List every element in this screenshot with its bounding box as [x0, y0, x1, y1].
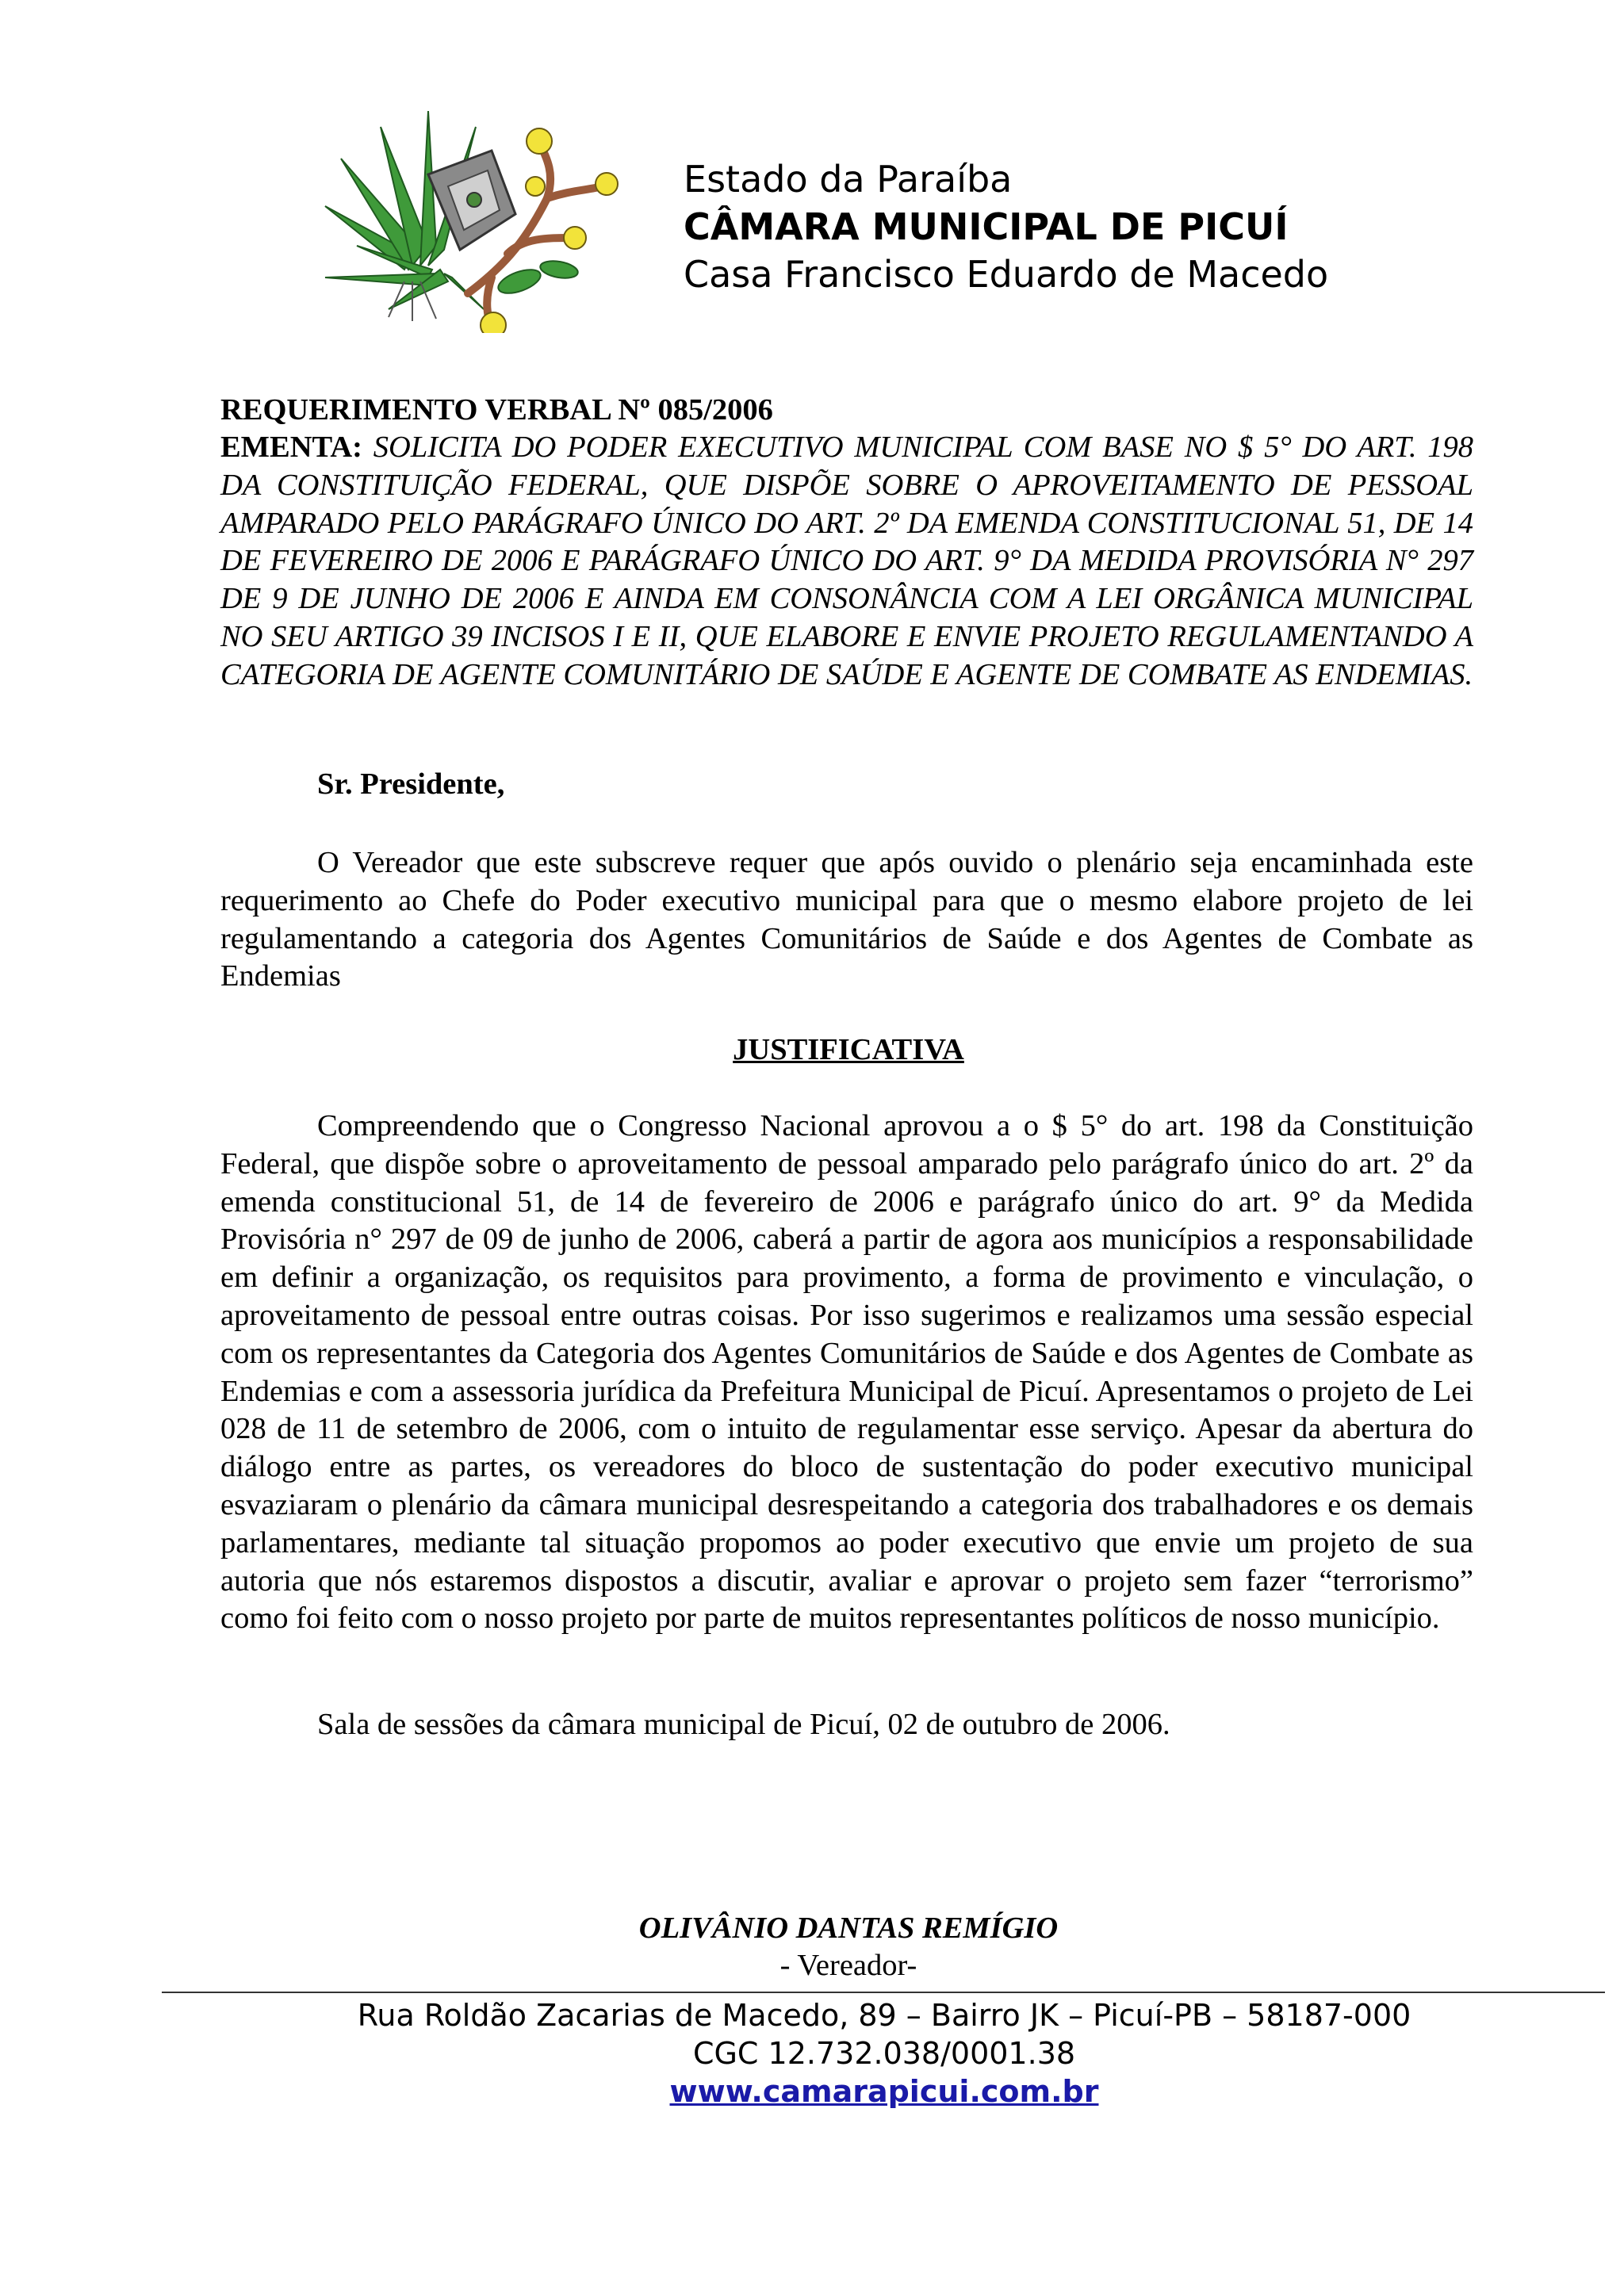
website-link[interactable]: www.camarapicui.com.br [669, 2074, 1099, 2109]
request-paragraph: O Vereador que este subscreve requer que após ouvido o plenário seja encaminhada este requerimento ao Chefe do Poder executivo municipal para que o mesmo elabore projeto de lei regulamentando a categoria dos Agentes Comunitários de Saúde e dos Agentes de Combate as Endemias [220, 846, 1473, 993]
footer-divider [162, 1992, 1605, 1993]
justification-paragraph: Compreendendo que o Congresso Nacional aprovou a o $ 5° do art. 198 da Constituição Federal, que dispõe sobre o aproveitamento de pessoal amparado pelo parágrafo único do art. 2º da emenda constitucional 51, de 14 de fevereiro de 2006 e parágrafo único do art. 9° da Medida Provisória n° 297 de 09 de junho de 2006, caberá a partir de agora aos municípios a responsabilidade em definir a organização, os requisitos para provimento, a forma de provimento e vinculação, o aproveitamento de pessoal entre outras coisas. Por isso sugerimos e realizamos uma sessão especial com os representantes da Categoria dos Agentes Comunitários de Saúde e dos Agentes de Combate as Endemias e com a assessoria jurídica da Prefeitura Municipal de Picuí. Apresentamos o projeto de Lei 028 de 11 de setembro de 2006, com o intuito de regulamentar esse serviço. Apesar da abertura do diálogo entre as partes, os vereadores do bloco de sustentação do poder executivo municipal esvaziaram o plenário da câmara municipal desrespeitando a categoria dos trabalhadores e os demais parlamentares, mediante tal situação propomos ao poder executivo que envie um projeto de sua autoria que nós estaremos dispostos a discutir, avaliar e aprovar o projeto sem fazer “terrorismo” como foi feito com o nosso projeto por parte de muitos representantes políticos de nosso município. [220, 1109, 1473, 1636]
footer-cgc: CGC 12.732.038/0001.38 [692, 2036, 1076, 2071]
closing-line: Sala de sessões da câmara municipal de Picuí, 02 de outubro de 2006. [317, 1708, 1170, 1741]
footer [0, 1996, 1624, 2110]
letterhead [684, 155, 1328, 298]
chamber-name: CÂMARA MUNICIPAL DE PICUÍ [684, 205, 1289, 248]
house-name: Casa Francisco Eduardo de Macedo [684, 253, 1329, 296]
salutation: Sr. Presidente, [317, 767, 505, 801]
state-name: Estado da Paraíba [684, 158, 1013, 201]
ementa-label: EMENTA: [220, 430, 362, 464]
signer-role: - Vereador- [779, 1949, 917, 1982]
document-title: REQUERIMENTO VERBAL Nº 085/2006 [220, 393, 773, 427]
ementa-text: SOLICITA DO PODER EXECUTIVO MUNICIPAL COM BASE NO $ 5° DO ART. 198 DA CONSTITUIÇÃO FEDERAL, QUE DISPÕE SOBRE O APROVEITAMENTO DE PESSOAL AMPARADO PELO PARÁGRAFO ÚNICO DO ART. 2º DA EMENDA CONSTITUCIONAL 51, DE 14 DE FEVEREIRO DE 2006 E PARÁGRAFO ÚNICO DO ART. 9° DA MEDIDA PROVISÓRIA N° 297 DE 9 DE JUNHO DE 2006 E AINDA EM CONSONÂNCIA COM A LEI ORGÂNICA MUNICIPAL NO SEU ARTIGO 39 INCISOS I E II, QUE ELABORE E ENVIE PROJETO REGULAMENTANDO A CATEGORIA DE AGENTE COMUNITÁRIO DE SAÚDE E AGENTE DE COMBATE AS ENDEMIAS. [220, 430, 1473, 691]
chamber-logo [309, 111, 619, 333]
ementa [220, 429, 1473, 695]
signer-name: OLIVÂNIO DANTAS REMÍGIO [638, 1911, 1059, 1945]
justification-heading: JUSTIFICATIVA [733, 1033, 964, 1066]
footer-address: Rua Roldão Zacarias de Macedo, 89 – Bairro JK – Picuí-PB – 58187-000 [357, 1998, 1411, 2033]
